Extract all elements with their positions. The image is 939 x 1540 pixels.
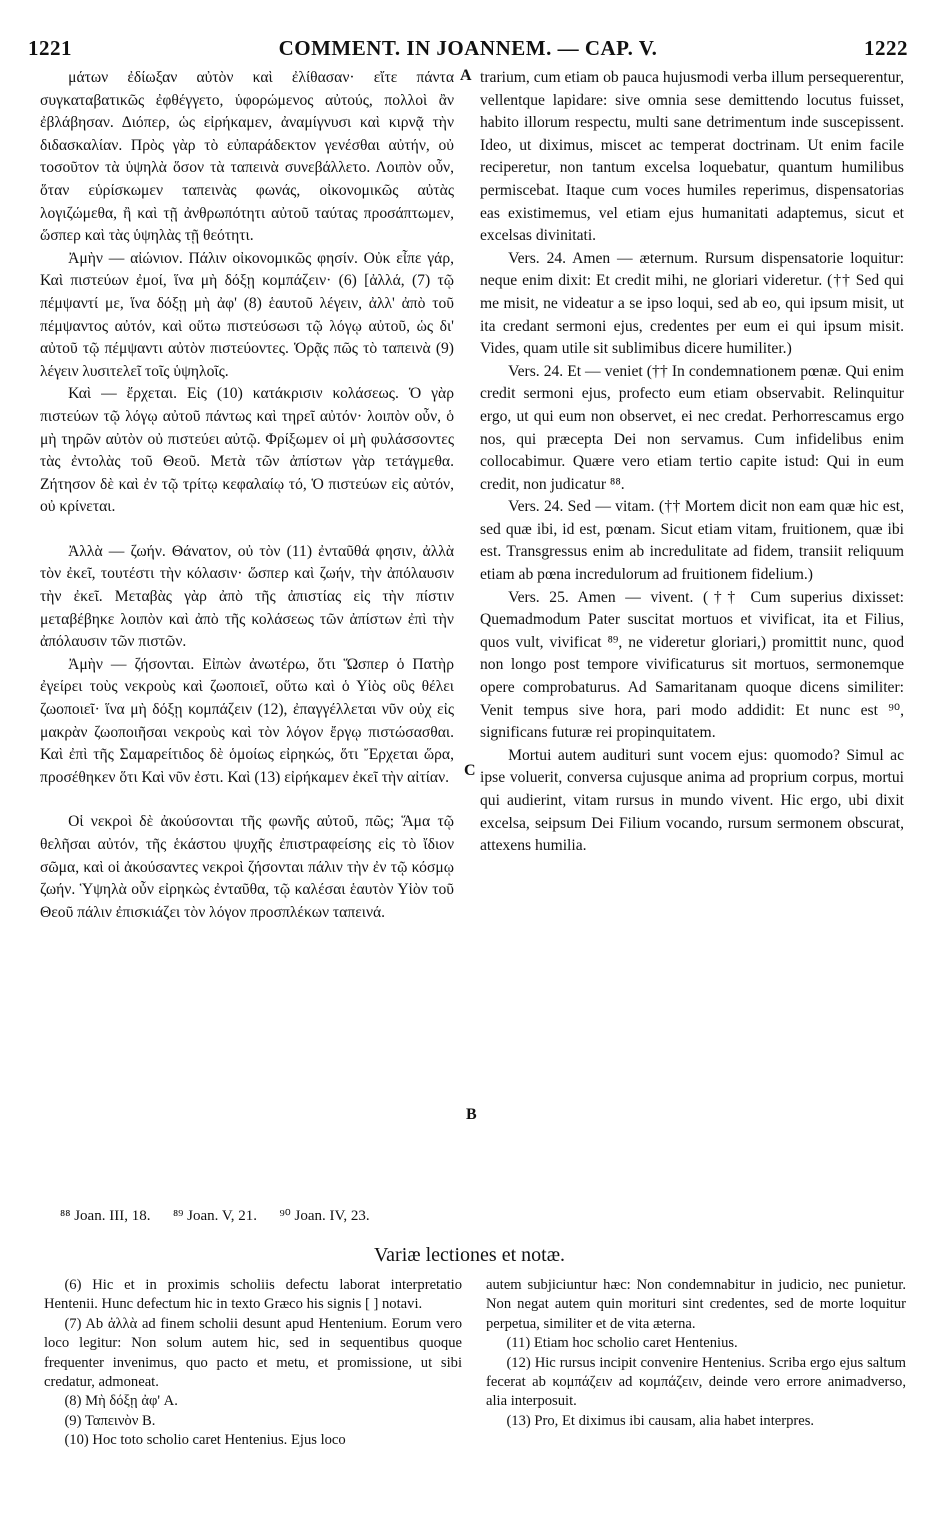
margin-mark-b: B: [466, 1106, 477, 1123]
greek-paragraph: Καὶ — ἔρχεται. Εἰς (10) κατάκρισιν κολάσεως. Ὁ γὰρ πιστεύων τῷ λόγῳ αὐτοῦ πάντως καὶ τηρεῖ αὐτόν· λοιπὸν οὖν, ὁ μὴ τηρῶν αὐτὸν οὐ πιστεύει αὐτῷ. Φρίξωμεν οἱ μὴ φυλάσσοντες τὰς ἐντολὰς τοῦ Θεοῦ. Μετὰ τῶν ἀπίστων γὰρ τετάγμεθα. Ζήτησον δὲ καὶ ἐν τῷ τρίτῳ κεφαλαίῳ τό, Ὁ πιστεύων εἰς αὐτόν, οὐ κρίνεται.: [40, 385, 454, 516]
latin-column: [480, 67, 904, 858]
notes-title: Variæ lectiones et notæ.: [373, 1244, 566, 1266]
note-item: (9) Ταπεινὸν B.: [64, 1412, 156, 1429]
page-number-right: 1222: [864, 36, 908, 60]
latin-paragraph: Vers. 24. Sed — vitam. (†† Mortem dicit non eam quæ hic est, sed quæ ibi, id est, pœnam. Sicut etiam vitam, fruitionem, quæ ibi est. Transgressus enim ab incredulitate ad fidem, transiit reliquum etiam ab pœna incredulorum ad fruitionem fidelium.): [480, 498, 904, 584]
running-header: [28, 36, 908, 64]
note-item: (6) Hic et in proximis scholiis defectu laborat interpretatio Hentenii. Hunc defectum hic in texto Græco his signis [ ] notavi.: [44, 1277, 462, 1313]
note-item: (8) Μὴ δόξῃ ἀφ' A.: [64, 1393, 178, 1410]
page-number-left: 1221: [28, 36, 72, 60]
note-item: (13) Pro, Et diximus ibi causam, alia habet interpres.: [506, 1412, 815, 1429]
greek-paragraph: Ἀμὴν — ζήσονται. Εἰπὼν ἀνωτέρω, ὅτι Ὥσπερ ὁ Πατὴρ ἐγείρει τοὺς νεκροὺς καὶ ζωοποιεῖ, οὕτω καὶ ὁ Υἱὸς οὓς θέλει ζωοποιεῖ· ἵνα μὴ δόξῃ κομπάζειν (12), ἐπαγγέλλεται νῦν οὐχ εἰς μακρὰν ζωοποιῆσαι νεκροὺς καὶ τὸν λόγον ἔργῳ πιστώσασθαι. Καὶ ἐπὶ τῆς Σαμαρείτιδος δὲ ὁμοίως εἰρηκώς, ὅτι Ἔρχεται ὥρα, προσέθηκεν ὅτι Καὶ νῦν ἐστι. Καὶ (13) εἰρήκαμεν ἐκεῖ τὴν αἰτίαν.: [40, 655, 454, 786]
latin-paragraph: Vers. 24. Amen — æternum. Rursum dispensatorie loquitur: neque enim dixit: Et credit mihi, ne gloriari videretur. (†† Sed qui me misit, ne videatur a se ipso loqui, sed ab eo, qui ipsum misit, ut ita credant sermoni ejus, credentes per eum ei qui ipsum misit. Vides, quam utile sit sublimibus dicere humiliter.): [480, 249, 904, 358]
note-item: (12) Hic rursus incipit convenire Hentenius. Scriba ergo ejus saltum fecerat ab κομπάζειν ad κομπάζειν, deinde vero errore animadverso, alia interposuit.: [486, 1354, 906, 1410]
greek-paragraph: Οἱ νεκροὶ δὲ ἀκούσονται τῆς φωνῆς αὐτοῦ, πῶς; Ἅμα τῷ θελῆσαι αὐτόν, τῆς ἑκάστου ψυχῆς ἐπιστραφείσης εἰς τὸ ἴδιον σῶμα, καὶ οἱ ἀκούσαντες νεκροὶ ζήσονται πάλιν τὴν ἐν τῷ κόσμῳ ζωήν. Ὑψηλὰ οὖν εἰρηκὼς ἐνταῦθα, τῷ καλέσαι ἑαυτὸν Υἱὸν τοῦ Θεοῦ πάλιν ἐπισκιάζει τὸν λόγον προσπλέκων ταπεινά.: [40, 813, 454, 921]
greek-paragraph: Ἀλλὰ — ζωήν. Θάνατον, οὐ τὸν (11) ἐνταῦθά φησιν, ἀλλὰ τὸν ἐκεῖ, τουτέστι τὴν κόλασιν· ὥσπερ καὶ ζωήν, τὴν ἀπόλαυσιν τὴν ἐκεῖ. Μεταβὰς γὰρ ἀπὸ τῆς ἀπιστίας εἰς τὴν πίστιν μεταβέβηκε λοιπὸν καὶ ἀπὸ τῆς κολάσεως τῶν ἀπίστων ἐπὶ τὴν ἀπόλαυσιν τῶν πιστῶν.: [40, 542, 454, 651]
greek-column: [40, 67, 454, 924]
notes-left-column: [44, 1276, 462, 1451]
margin-mark-c: C: [464, 762, 476, 779]
latin-paragraph: Vers. 24. Et — veniet (†† In condemnationem pœnæ. Qui enim credit sermoni ejus, profecto eum etiam observabit. Relinquitur ergo, ut qui eum non observet, ei nec credat. Perhorrescamus ergo nos, qui præcepta Dei non servamus. Cum infidelibus enim collocabimur. Quære vero etiam tertio capite istud: Qui in eum credit, non judicatur ⁸⁸.: [480, 362, 904, 493]
greek-paragraph: μάτων ἐδίωξαν αὐτὸν καὶ ἐλίθασαν· εἴτε πάντα συγκαταβατικῶς ἐφθέγγετο, ὑφορώμενος αὐτούς, πολλοὶ ἂν ἐβλάβησαν. Διόπερ, ὡς εἰρήκαμεν, ἀναμίγνυσι καὶ κιρνᾷ τὴν διδασκαλίαν. Πρὸς γὰρ τὸ εὐπαράδεκτον γενέσθαι αὐτήν, οὐ τοσοῦτον τὰ ὑψηλὰ ὅσον τὰ ταπεινὰ συνεβάλλετο. Λοιπὸν οὖν, ὅταν εὑρίσκωμεν ταπεινὰς φωνάς, οἰκονομικῶς αὐτὰς λογιζώμεθα, ἢ καὶ τῇ ἀνθρωπότητι αὐτοῦ ταύτας προσάπτωμεν, ὥσπερ καὶ τὰς ὑψηλὰς τῇ θεότητι.: [40, 69, 454, 245]
note-item: (11) Etiam hoc scholio caret Hentenius.: [506, 1335, 738, 1352]
note-item: autem subjiciuntur hæc: Non condemnabitur in judicio, nec punietur. Non negat autem quin morituri sint credentes, sed de morte loquitur perpetua, similiter et de vita æterna.: [486, 1277, 906, 1332]
latin-paragraph: trarium, cum etiam ob pauca hujusmodi verba illum persequerentur, vellentque lapidare: sive omnia sese demittendo locutus fuisset, habito illorum respectu, multi sane detrimentum inde suscepissent. Ideo, ut diximus, miscet ac temperat doctrinam. Ut enim facile reciperetur, non tantum excelsa loquebatur, quantum humilibus permiscebat. Itaque cum voces humiles reperimus, dispensatorias eas existimemus, vel etiam ejus humanitati adaptemus, sicut et excelsas divinitati.: [480, 69, 904, 245]
latin-paragraph: Mortui autem audituri sunt vocem ejus: quomodo? Simul ac ipse voluerit, conversa cujusque anima ad proprium corpus, mortui qui audierint, vitam rursus in mundo vivent. Hic ergo, ubi dixit excelsa, seipsum Dei Filium vocando, rursum sermonem obscurat, attexens humilia.: [480, 746, 904, 855]
greek-paragraph: Ἀμὴν — αἰώνιον. Πάλιν οἰκονομικῶς φησίν. Οὐκ εἶπε γάρ, Καὶ πιστεύων ἐμοί, ἵνα μὴ δόξῃ κομπάζειν· (6) [ἀλλά, (7) τῷ πέμψαντί με, ἵνα δόξῃ μὴ ἀφ' (8) ἑαυτοῦ λέγειν, ἀλλ' ἀπὸ τοῦ πέμψαντος αὐτόν, καὶ οὕτω πιστεύσωσι τῷ λόγῳ αὐτοῦ, ὡς δι' αὐτοῦ τῷ πέμψαντι αὐτὸν πιστεύοντες. Ὁρᾷς πῶς τὸ ταπεινὰ (9) λέγειν λυσιτελεῖ τοῖς ὑψηλοῖς.: [40, 249, 454, 380]
notes-right-column: [486, 1276, 906, 1431]
latin-paragraph: Vers. 25. Amen — vivent. (†† Cum superius dixisset: Quemadmodum Pater suscitat mortuos et vivificat, ita et Filius, quos vult, vivificat ⁸⁹, ne videretur gloriari,) promittit nunc, quod non longo post tempore vivificaturus sit mortuos, sermonemque opere comprobaturus. Ad Samaritanam quoque dicens similiter: Venit tempus sive hora, pari modo addidit: Et nunc est ⁹⁰, significans futuræ rei propinquitatem.: [480, 588, 904, 742]
note-item: (10) Hoc toto scholio caret Hentenius. Ejus loco: [64, 1432, 346, 1449]
margin-mark-a: A: [460, 67, 472, 84]
running-title: COMMENT. IN JOANNEM. — CAP. V.: [278, 36, 658, 60]
footnote-references: ⁸⁸ Joan. III, 18. ⁸⁹ Joan. V, 21. ⁹⁰ Joan. IV, 23.: [60, 1208, 370, 1224]
note-item: (7) Ab ἀλλὰ ad finem scholii desunt apud Hentenium. Eorum vero loco legitur: Non solum autem hic, sed in sequentibus quoque frequenter invenimus, quo pacto et metu, et promissione, ut sibi credatur, admoneat.: [44, 1315, 462, 1391]
